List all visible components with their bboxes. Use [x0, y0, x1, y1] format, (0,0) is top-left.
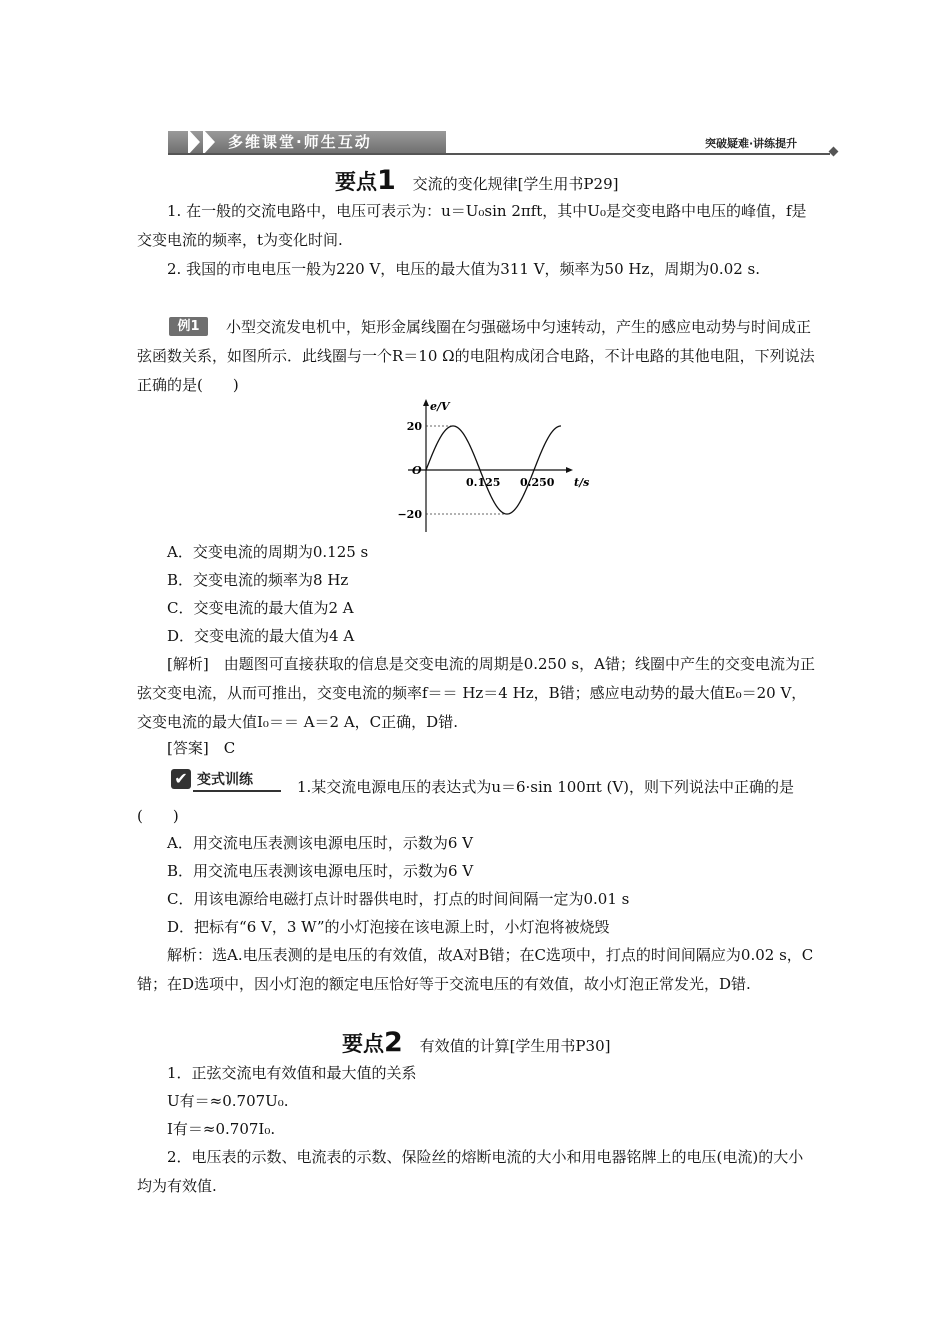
section2-heading	[342, 1027, 610, 1058]
option-d: D．交变电流的最大值为4 A	[167, 627, 355, 645]
example-tag: 例1	[169, 317, 208, 336]
y-axis-label: e/V	[430, 400, 450, 413]
practice-question: 1.某交流电源电压的表达式为u＝6·sin 100πt (V)，则下列说法中正确的是( )	[137, 778, 795, 825]
section2-paragraph-2: 2．电压表的示数、电流表的示数、保险丝的熔断电流的大小和用电器铭牌上的电压(电流)的大小均为有效值.	[137, 1148, 804, 1195]
example-text: 小型交流发电机中，矩形金属线圈在匀强磁场中匀速转动，产生的感应电动势与时间成正弦函数关系，如图所示．此线圈与一个R＝10 Ω的电阻构成闭合电路，不计电路的其他电阻，下列说法正确的是( )	[137, 318, 815, 394]
chevron-icon	[203, 129, 215, 155]
practice-option-c: C．用该电源给电磁打点计时器供电时，打点的时间间隔一定为0.01 s	[167, 890, 630, 908]
practice-option-a: A．用交流电压表测该电源电压时，示数为6 V	[167, 834, 473, 852]
section1-paragraph-1: 1. 在一般的交流电路中，电压可表示为：u＝U₀sin 2πft，其中U₀是交变电路中电压的峰值，f是交变电流的频率，t为变化时间.	[137, 202, 807, 249]
section2-u-line: U有＝≈0.707U₀.	[167, 1092, 289, 1110]
banner-right-text: 突破疑难·讲练提升	[705, 137, 798, 150]
section1-paragraph-2: 2. 我国的市电电压一般为220 V，电压的最大值为311 V，频率为50 Hz，周期为0.02 s.	[167, 260, 761, 278]
y-tick-label: −20	[397, 508, 422, 521]
section1-label: 要点	[335, 170, 377, 194]
banner-title: 多维课堂·师生互动	[228, 133, 372, 151]
practice-label: 变式训练	[197, 772, 253, 788]
practice-option-b: B．用交流电压表测该电源电压时，示数为6 V	[167, 862, 474, 880]
practice-option-d: D．把标有“6 V，3 W”的小灯泡接在该电源上时，小灯泡将被烧毁	[167, 918, 610, 936]
example-answer: [答案] C	[167, 739, 236, 757]
section1-title: 交流的变化规律[学生用书P29]	[412, 175, 619, 193]
x-axis-arrow	[566, 467, 573, 473]
x-tick-label: 0.250	[520, 476, 555, 489]
example-analysis: [解析] 由题图可直接获取的信息是交变电流的周期是0.250 s，A错；线圈中产生的交变电流为正弦交变电流，从而可推出，交变电流的频率f＝＝ Hz＝4 Hz，B错；感应电动势的最大值E₀＝20 V，交变电流的最大值I₀＝＝ A＝2 A，C正确，D错.	[137, 655, 815, 731]
option-a: A．交变电流的周期为0.125 s	[167, 543, 369, 561]
diamond-icon	[829, 147, 839, 157]
x-axis-label: t/s	[574, 476, 590, 489]
header-rule	[168, 153, 830, 155]
practice-analysis: 解析：选A.电压表测的是电压的有效值，故A对B错；在C选项中，打点的时间间隔应为0.02 s，C错；在D选项中，因小灯泡的额定电压恰好等于交流电压的有效值，故小灯泡正常发光，D错.	[137, 946, 814, 993]
sine-chart	[380, 396, 600, 536]
y-axis-arrow	[423, 399, 429, 406]
section2-num: 2	[384, 1027, 403, 1058]
option-b: B．交变电流的频率为8 Hz	[167, 571, 349, 589]
chevron-icon	[188, 129, 200, 155]
section2-i-line: I有＝≈0.707I₀.	[167, 1120, 276, 1138]
section2-label: 要点	[342, 1032, 384, 1056]
y-tick-label: 20	[406, 420, 422, 433]
section1-heading	[335, 165, 618, 196]
x-tick-label: 0.125	[466, 476, 501, 489]
section2-paragraph-1: 1．正弦交流电有效值和最大值的关系	[167, 1064, 417, 1082]
section1-num: 1	[377, 165, 396, 196]
check-icon: ✔	[171, 769, 191, 789]
section2-title: 有效值的计算[学生用书P30]	[419, 1037, 611, 1055]
origin-label: O	[412, 464, 422, 477]
option-c: C．交变电流的最大值为2 A	[167, 599, 354, 617]
